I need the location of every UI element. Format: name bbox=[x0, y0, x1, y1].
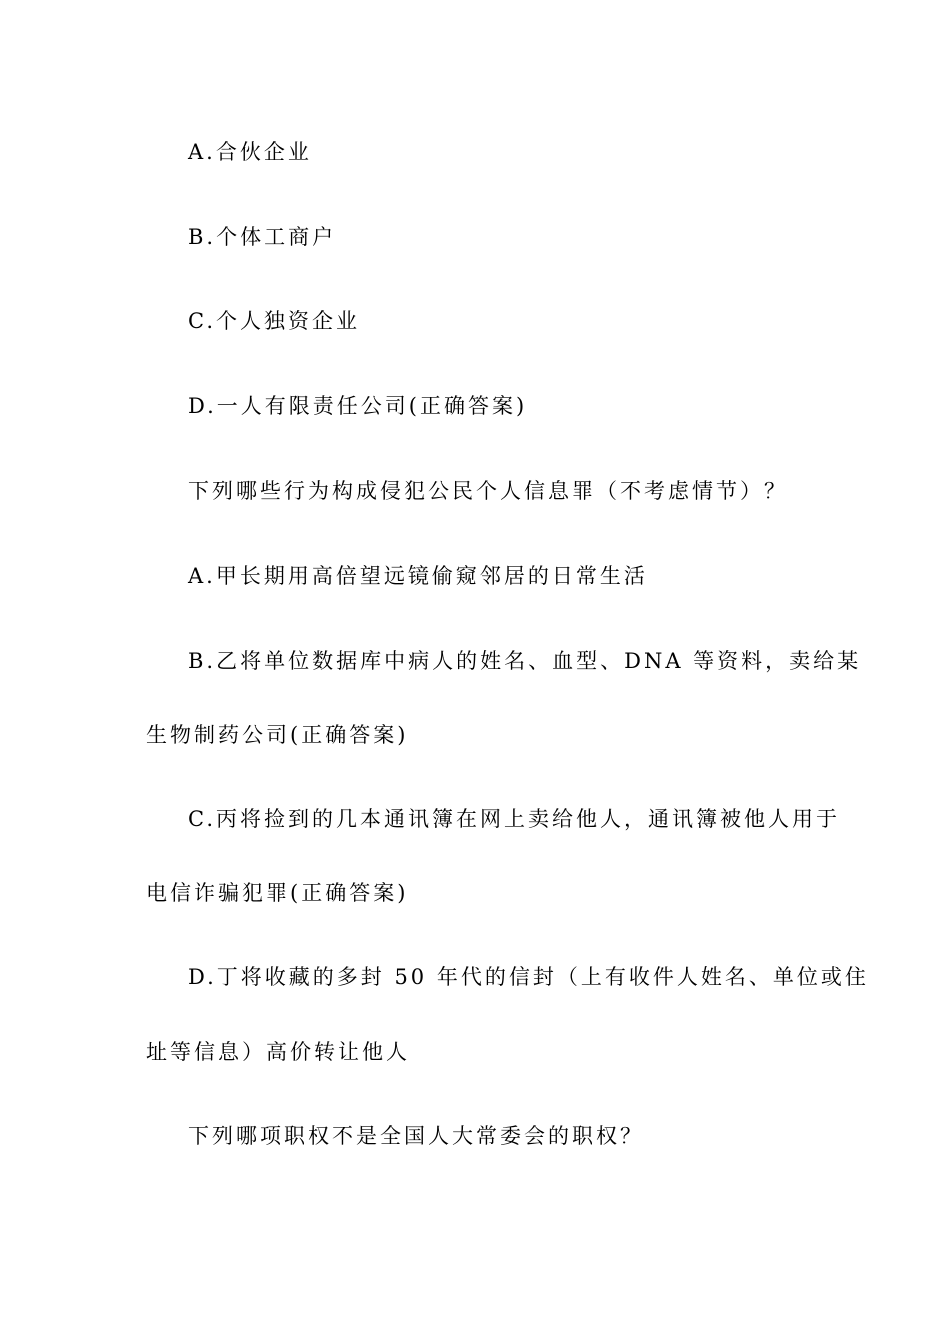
q2-option-d-line2: 址等信息）高价转让他人 bbox=[146, 1040, 410, 1064]
q1-option-b: B.个体工商户 bbox=[188, 225, 337, 249]
q2-option-b-line1: B.乙将单位数据库中病人的姓名、血型、DNA 等资料，卖给某 bbox=[188, 649, 862, 673]
q2-option-c-line1: C.丙将捡到的几本通讯簿在网上卖给他人，通讯簿被他人用于 bbox=[188, 807, 840, 831]
q1-option-c: C.个人独资企业 bbox=[188, 309, 360, 333]
q2-question: 下列哪些行为构成侵犯公民个人信息罪（不考虑情节）？ bbox=[188, 479, 788, 503]
q3-question: 下列哪项职权不是全国人大常委会的职权？ bbox=[188, 1124, 644, 1148]
q1-option-d: D.一人有限责任公司(正确答案) bbox=[188, 394, 528, 418]
q2-option-b-line2: 生物制药公司(正确答案) bbox=[146, 723, 409, 747]
q2-option-c-line2: 电信诈骗犯罪(正确答案) bbox=[146, 881, 409, 905]
q1-option-a: A.合伙企业 bbox=[188, 140, 312, 164]
q2-option-a: A.甲长期用高倍望远镜偷窥邻居的日常生活 bbox=[188, 564, 648, 588]
q2-option-d-line1: D.丁将收藏的多封 50 年代的信封（上有收件人姓名、单位或住 bbox=[188, 965, 869, 989]
